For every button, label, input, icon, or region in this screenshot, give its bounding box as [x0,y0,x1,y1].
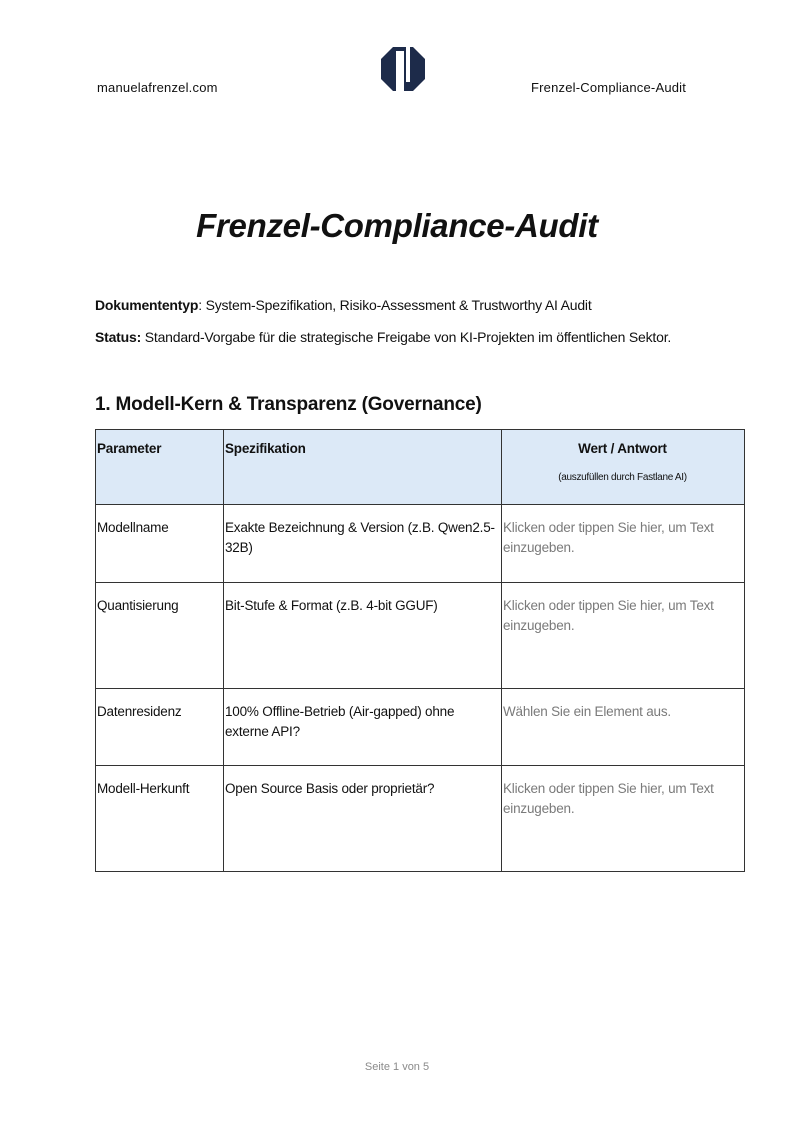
brand-logo-icon [379,45,427,93]
section-heading-governance: 1. Modell-Kern & Transparenz (Governance) [95,394,482,415]
table-row [96,505,745,583]
column-header-spezifikation: Spezifikation [224,430,502,505]
table-header-row [96,430,745,505]
column-header-wert [502,430,745,505]
doctype-line [95,297,592,313]
parameter-cell: Modellname [96,505,224,583]
table-row [96,583,745,689]
column-header-wert-label: Wert / Antwort [578,441,667,456]
table-row [96,689,745,766]
header-site-url[interactable]: manuelafrenzel.com [97,80,218,95]
status-line [95,329,671,345]
doctype-value: : System-Spezifikation, Risiko-Assessment & Trustworthy AI Audit [198,297,592,313]
status-value: Standard-Vorgabe für die strategische Freigabe von KI-Projekten im öffentlichen Sektor. [141,329,672,345]
column-header-parameter: Parameter [96,430,224,505]
parameter-cell: Modell-Herkunft [96,766,224,872]
column-header-wert-subtitle: (auszufüllen durch Fastlane AI) [558,472,687,483]
spec-cell: 100% Offline-Betrieb (Air-gapped) ohne externe API? [224,689,502,766]
value-text-field[interactable]: Klicken oder tippen Sie hier, um Text einzugeben. [502,583,745,689]
parameter-cell: Quantisierung [96,583,224,689]
status-label: Status: [95,329,142,345]
value-text-field[interactable]: Klicken oder tippen Sie hier, um Text einzugeben. [502,766,745,872]
governance-table [95,429,745,872]
spec-cell: Open Source Basis oder proprietär? [224,766,502,872]
spec-cell: Exakte Bezeichnung & Version (z.B. Qwen2.5-32B) [224,505,502,583]
parameter-cell: Datenresidenz [96,689,224,766]
page-number: Seite 1 von 5 [364,1061,430,1073]
doctype-label: Dokumententyp [95,297,199,313]
value-dropdown[interactable]: Wählen Sie ein Element aus. [502,689,745,766]
value-text-field[interactable]: Klicken oder tippen Sie hier, um Text einzugeben. [502,505,745,583]
spec-cell: Bit-Stufe & Format (z.B. 4-bit GGUF) [224,583,502,689]
table-row [96,766,745,872]
header-document-name: Frenzel-Compliance-Audit [531,80,687,95]
document-title: Frenzel-Compliance-Audit [196,207,598,244]
